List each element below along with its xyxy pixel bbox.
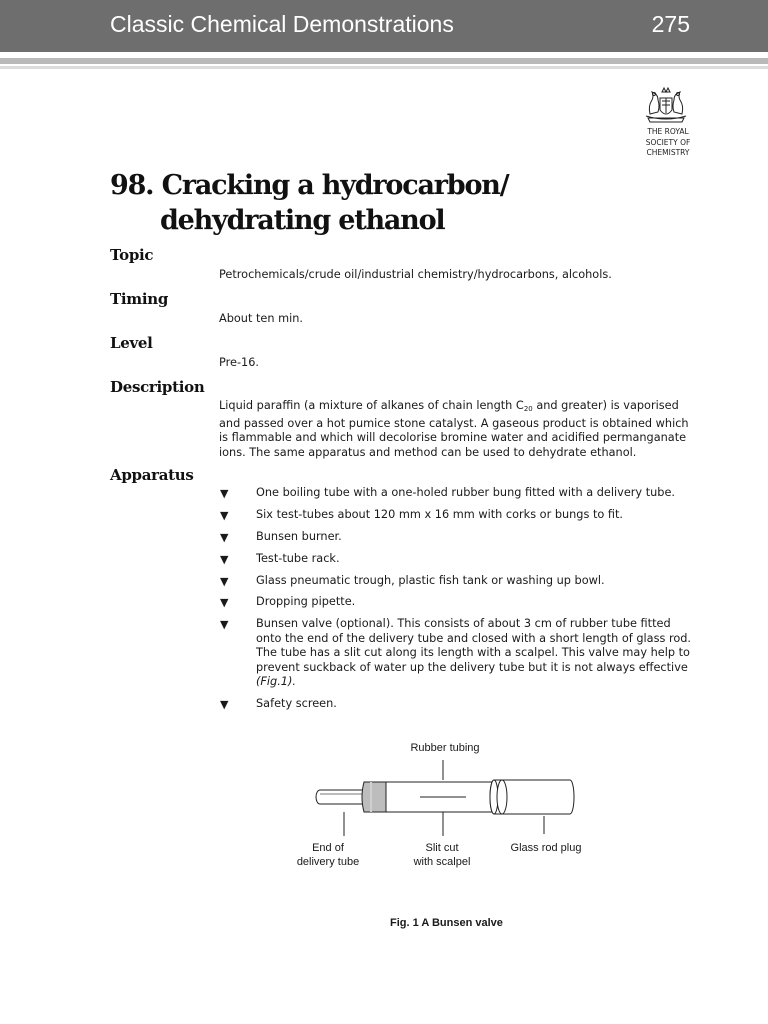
- timing-text: About ten min.: [219, 312, 304, 325]
- list-item-text: Test-tube rack.: [256, 551, 340, 565]
- publisher-line: CHEMISTRY: [646, 148, 690, 157]
- publisher-name: [642, 127, 694, 159]
- apparatus-list: [219, 486, 699, 719]
- list-item: [219, 617, 699, 690]
- triangle-bullet-icon: ▼: [220, 508, 229, 522]
- slit-cut-label: [397, 842, 487, 869]
- list-item-text: Six test-tubes about 120 mm x 16 mm with corks or bungs to fit.: [256, 507, 624, 521]
- triangle-bullet-icon: ▼: [220, 618, 229, 632]
- list-item: [219, 508, 699, 523]
- timing-heading: Timing: [110, 290, 169, 308]
- title-line: 98. Cracking a hydrocarbon/: [110, 170, 509, 201]
- bunsen-valve-diagram: [280, 736, 600, 896]
- title-line: dehydrating ethanol: [160, 205, 445, 236]
- triangle-bullet-icon: ▼: [220, 530, 229, 544]
- publisher-line: SOCIETY OF: [645, 137, 691, 147]
- list-item: [219, 530, 699, 545]
- level-heading: Level: [110, 334, 153, 352]
- header-rule-light: [0, 66, 768, 69]
- header-rule: [0, 58, 768, 64]
- header-bar: [0, 0, 768, 52]
- figure-caption: Fig. 1 A Bunsen valve: [390, 917, 503, 929]
- demonstration-title: [110, 168, 508, 238]
- triangle-bullet-icon: ▼: [220, 698, 229, 712]
- triangle-bullet-icon: ▼: [220, 487, 229, 500]
- list-item: [219, 697, 699, 712]
- level-text: Pre-16.: [219, 356, 260, 369]
- list-item-text: Bunsen burner.: [256, 529, 342, 543]
- list-item: [219, 486, 699, 501]
- label-line: with scalpel: [413, 855, 471, 868]
- list-item: [219, 595, 699, 610]
- list-item: [219, 552, 699, 567]
- topic-heading: Topic: [110, 246, 154, 264]
- triangle-bullet-icon: ▼: [220, 552, 229, 566]
- list-item-text: Bunsen valve (optional). This consists of about 3 cm of rubber tube fitted onto the end of the delivery tube and closed with a short length of glass rod. The tube has a slit cut along its length with a scalpel. This valve may help to prevent suckback of water up the delivery tube but it is not always effective: [256, 617, 692, 674]
- apparatus-heading: Apparatus: [110, 466, 194, 484]
- description-part: Liquid paraffin (a mixture of alkanes of chain length C: [219, 399, 524, 412]
- page-number: 275: [651, 11, 690, 37]
- description-text: [219, 399, 699, 460]
- chain-length-subscript: 20: [523, 405, 533, 413]
- description-part: and greater) is vaporised and passed over a hot pumice stone catalyst. A gaseous product is obtained which is flammable and which will decolorise bromine water and acidified permanganate ions. The same apparatus and method can be used to dehydrate ethanol.: [219, 399, 689, 459]
- triangle-bullet-icon: ▼: [220, 596, 229, 610]
- rsc-crest-logo: [640, 80, 692, 128]
- triangle-bullet-icon: ▼: [220, 574, 229, 588]
- list-item-text: Glass pneumatic trough, plastic fish tank or washing up bowl.: [256, 573, 605, 587]
- rubber-tubing-label: Rubber tubing: [410, 742, 480, 754]
- glass-rod-plug: [490, 780, 574, 814]
- topic-text: Petrochemicals/crude oil/industrial chemistry/hydrocarbons, alcohols.: [219, 268, 612, 281]
- list-item-text: Dropping pipette.: [256, 595, 356, 609]
- list-item-text: Safety screen.: [256, 697, 337, 711]
- delivery-tube-label: [283, 842, 373, 869]
- label-line: Slit cut: [425, 842, 459, 854]
- label-line: End of: [312, 842, 344, 854]
- list-item-text: One boiling tube with a one-holed rubber bung fitted with a delivery tube.: [256, 486, 676, 499]
- figure-reference: (Fig.1).: [256, 675, 296, 689]
- label-line: delivery tube: [296, 855, 360, 868]
- publisher-line: THE ROYAL: [647, 127, 689, 136]
- list-item: [219, 574, 699, 589]
- book-title: Classic Chemical Demonstrations: [110, 11, 454, 37]
- glass-rod-label: Glass rod plug: [510, 842, 582, 854]
- description-heading: Description: [110, 378, 205, 396]
